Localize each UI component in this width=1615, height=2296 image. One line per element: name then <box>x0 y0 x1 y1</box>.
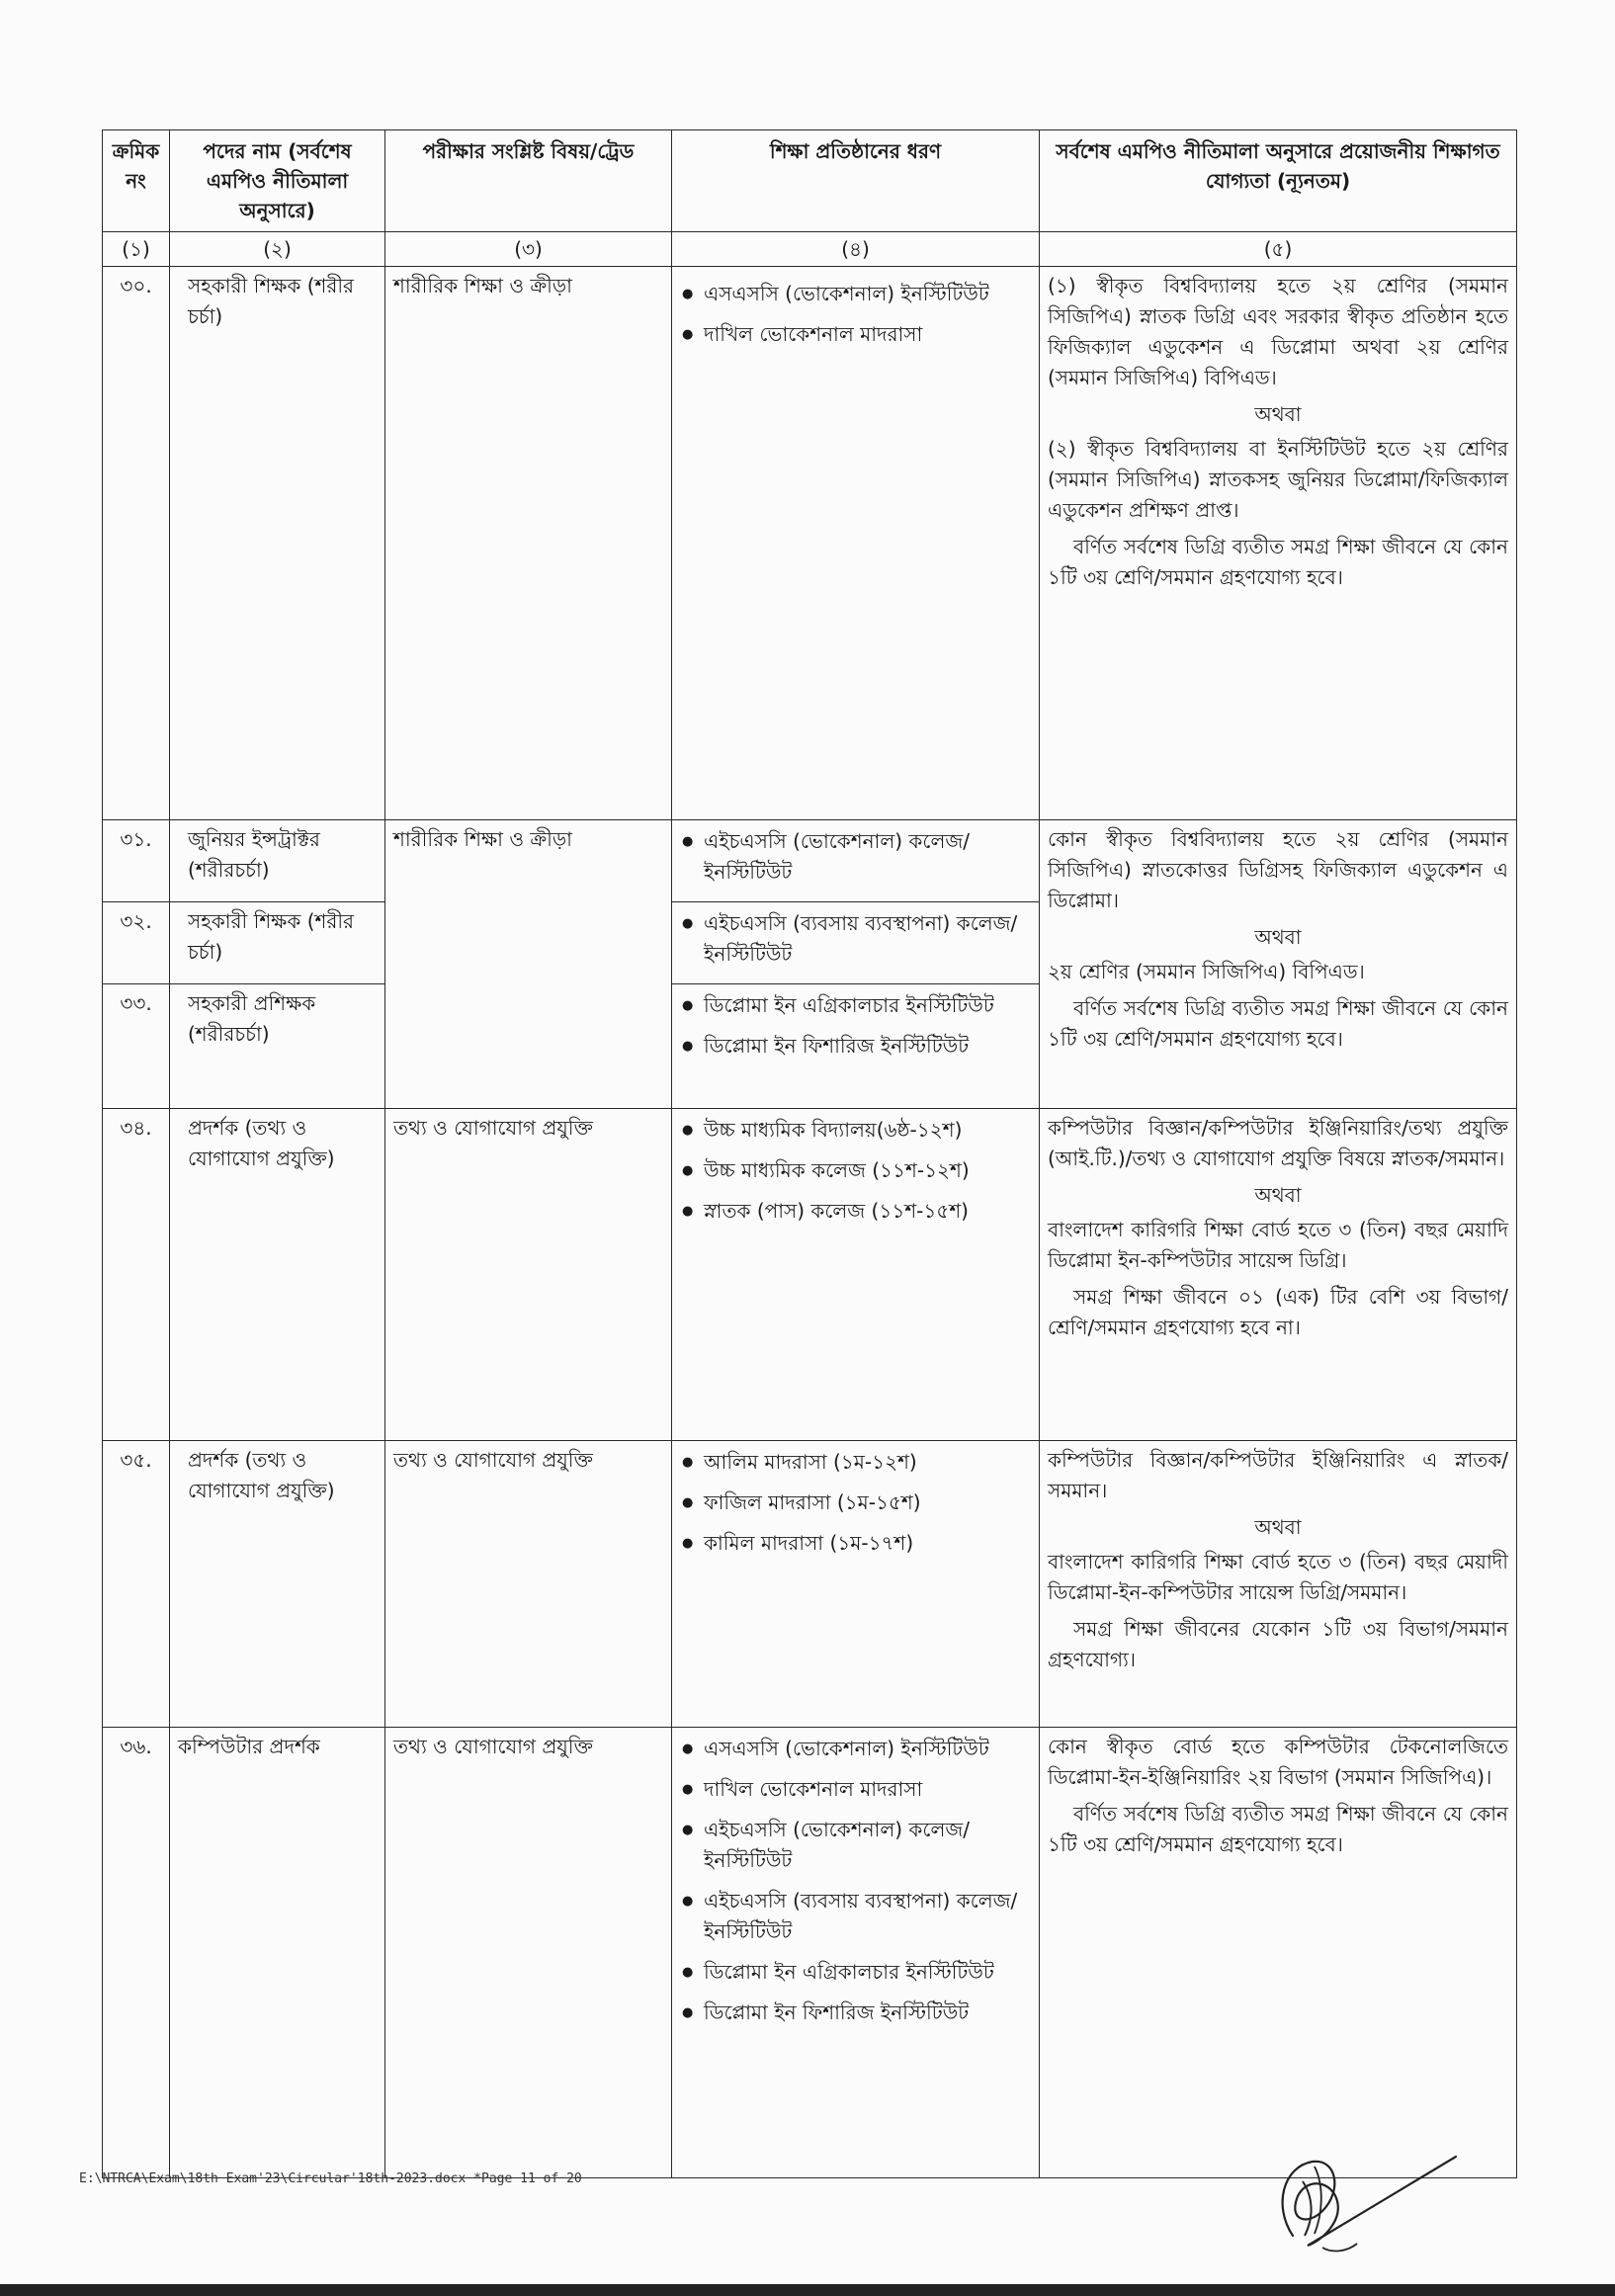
scan-edge <box>0 2284 1615 2296</box>
qualification-note: সমগ্র শিক্ষা জীবনের যেকোন ১টি ৩য় বিভাগ/সমমান গ্রহণযোগ্য। <box>1048 1617 1508 1671</box>
qualification-table <box>102 129 1517 2178</box>
post-name: জুনিয়র ইন্সট্রাক্টর (শরীরচর্চা) <box>170 820 385 902</box>
serial-number: ৩৩. <box>103 984 170 1109</box>
column-number: (২) <box>170 232 385 267</box>
list-item: ● আলিম মাদরাসা (১ম-১২শ) <box>704 1447 1031 1478</box>
qualification-option-2: বাংলাদেশ কারিগরি শিক্ষা বোর্ড হতে ৩ (তিন) বছর মেয়াদি ডিপ্লোমা ইন-কম্পিউটার সায়েন্স ডিগ্রি। <box>1048 1218 1508 1272</box>
qualification <box>1040 1728 1517 2178</box>
qualification <box>1040 820 1517 1109</box>
qualification <box>1040 1441 1517 1728</box>
or-separator: অথবা <box>1254 925 1302 949</box>
column-number-row <box>103 232 1517 267</box>
post-name: কম্পিউটার প্রদর্শক <box>170 1728 385 2178</box>
list-item: ● ডিপ্লোমা ইন ফিশারিজ ইনস্টিটিউট <box>704 1031 1031 1062</box>
qualification-note: সমগ্র শিক্ষা জীবনে ০১ (এক) টির বেশি ৩য় বিভাগ/শ্রেণি/সমমান গ্রহণযোগ্য হবে না। <box>1048 1285 1508 1339</box>
footer-file-path: E:\NTRCA\Exam\18th Exam'23\Circular'18th-2023.docx *Page 11 of 20 <box>79 2171 582 2186</box>
or-separator: অথবা <box>1254 402 1302 426</box>
qualification-option-1: কোন স্বীকৃত বোর্ড হতে কম্পিউটার টেকনোলজিতে ডিপ্লোমা-ইন-ইঞ্জিনিয়ারিং ২য় বিভাগ (সমমান সিজিপিএ)। <box>1048 1735 1508 1789</box>
header-post-name: পদের নাম (সর্বশেষ এমপিও নীতিমালা অনুসারে) <box>170 130 385 232</box>
institution-types <box>672 902 1040 984</box>
subject-trade: শারীরিক শিক্ষা ও ক্রীড়া <box>385 267 672 820</box>
list-item: ● এইচএসসি (ভোকেশনাল) কলেজ/ইনস্টিটিউট <box>704 826 1031 888</box>
list-item: ● দাখিল ভোকেশনাল মাদরাসা <box>704 1774 1031 1805</box>
signature <box>1253 2137 1461 2265</box>
or-separator: অথবা <box>1254 1515 1302 1539</box>
qualification-option-1: (১) স্বীকৃত বিশ্ববিদ্যালয় হতে ২য় শ্রেণির (সমমান সিজিপিএ) স্নাতক ডিগ্রি এবং সরকার স্বীকৃত প্রতিষ্ঠান হতে ফিজিক্যাল এডুকেশন এ ডিপ্লোমা অথবা ২য় শ্রেণির (সমমান সিজিপিএ) বিপিএড। <box>1048 274 1508 389</box>
header-row <box>103 130 1517 232</box>
subject-trade: তথ্য ও যোগাযোগ প্রযুক্তি <box>385 1109 672 1441</box>
post-name: সহকারী শিক্ষক (শরীর চর্চা) <box>170 267 385 820</box>
institution-types <box>672 820 1040 902</box>
or-separator: অথবা <box>1254 1183 1302 1207</box>
qualification-note: বর্ণিত সর্বশেষ ডিগ্রি ব্যতীত সমগ্র শিক্ষা জীবনে যে কোন ১টি ৩য় শ্রেণি/সমমান গ্রহণযোগ্য হবে। <box>1048 996 1508 1051</box>
qualification-note: বর্ণিত সর্বশেষ ডিগ্রি ব্যতীত সমগ্র শিক্ষা জীবনে যে কোন ১টি ৩য় শ্রেণি/সমমান গ্রহণযোগ্য হবে। <box>1048 535 1508 589</box>
qualification-option-1: কোন স্বীকৃত বিশ্ববিদ্যালয় হতে ২য় শ্রেণির (সমমান সিজিপিএ) স্নাতকোত্তর ডিগ্রিসহ ফিজিক্যাল এডুকেশন এ ডিপ্লোমা। <box>1048 827 1508 912</box>
list-item: ● দাখিল ভোকেশনাল মাদরাসা <box>704 319 1031 350</box>
header-institution-type: শিক্ষা প্রতিষ্ঠানের ধরণ <box>672 130 1040 232</box>
qualification <box>1040 267 1517 820</box>
serial-number: ৩০. <box>103 267 170 820</box>
qualification <box>1040 1109 1517 1441</box>
list-item: ● এইচএসসি (ব্যবসায় ব্যবস্থাপনা) কলেজ/ইনস্টিটিউট <box>704 1886 1031 1947</box>
subject-trade: তথ্য ও যোগাযোগ প্রযুক্তি <box>385 1441 672 1728</box>
list-item: ● ডিপ্লোমা ইন এগ্রিকালচার ইনস্টিটিউট <box>704 1957 1031 1988</box>
list-item: ● উচ্চ মাধ্যমিক কলেজ (১১শ-১২শ) <box>704 1155 1031 1186</box>
institution-types <box>672 1728 1040 2178</box>
subject-trade: তথ্য ও যোগাযোগ প্রযুক্তি <box>385 1728 672 2178</box>
institution-types <box>672 267 1040 820</box>
list-item: ● স্নাতক (পাস) কলেজ (১১শ-১৫শ) <box>704 1196 1031 1227</box>
table-row <box>103 1441 1517 1728</box>
list-item: ● এসএসসি (ভোকেশনাল) ইনস্টিটিউট <box>704 1734 1031 1764</box>
header-serial: ক্রমিক নং <box>103 130 170 232</box>
serial-number: ৩৬. <box>103 1728 170 2178</box>
list-item: ● এসএসসি (ভোকেশনাল) ইনস্টিটিউট <box>704 279 1031 309</box>
column-number: (৩) <box>385 232 672 267</box>
serial-number: ৩১. <box>103 820 170 902</box>
institution-types <box>672 984 1040 1109</box>
institution-types <box>672 1109 1040 1441</box>
column-number: (৫) <box>1040 232 1517 267</box>
post-name: প্রদর্শক (তথ্য ও যোগাযোগ প্রযুক্তি) <box>170 1441 385 1728</box>
column-number: (১) <box>103 232 170 267</box>
serial-number: ৩৫. <box>103 1441 170 1728</box>
column-number: (৪) <box>672 232 1040 267</box>
qualification-note: বর্ণিত সর্বশেষ ডিগ্রি ব্যতীত সমগ্র শিক্ষা জীবনে যে কোন ১টি ৩য় শ্রেণি/সমমান গ্রহণযোগ্য হবে। <box>1048 1802 1508 1856</box>
list-item: ● ডিপ্লোমা ইন এগ্রিকালচার ইনস্টিটিউট <box>704 990 1031 1021</box>
serial-number: ৩২. <box>103 902 170 984</box>
header-qualification: সর্বশেষ এমপিও নীতিমালা অনুসারে প্রয়োজনীয় শিক্ষাগত যোগ্যতা (ন্যূনতম) <box>1040 130 1517 232</box>
qualification-option-2: বাংলাদেশ কারিগরি শিক্ষা বোর্ড হতে ৩ (তিন) বছর মেয়াদী ডিপ্লোমা-ইন-কম্পিউটার সায়েন্স ডিগ্রি/সমমান। <box>1048 1550 1508 1604</box>
qualification-option-2: (২) স্বীকৃত বিশ্ববিদ্যালয় বা ইনস্টিটিউট হতে ২য় শ্রেণির (সমমান সিজিপিএ) স্নাতকসহ জুনিয়র ডিপ্লোমা/ফিজিক্যাল এডুকেশন প্রশিক্ষণ প্রাপ্ত। <box>1048 437 1508 522</box>
table-row <box>103 1109 1517 1441</box>
list-item: ● ডিপ্লোমা ইন ফিশারিজ ইনস্টিটিউট <box>704 1998 1031 2028</box>
list-item: ● কামিল মাদরাসা (১ম-১৭শ) <box>704 1528 1031 1559</box>
post-name: সহকারী প্রশিক্ষক (শরীরচর্চা) <box>170 984 385 1109</box>
list-item: ● উচ্চ মাধ্যমিক বিদ্যালয়(৬ষ্ঠ-১২শ) <box>704 1115 1031 1146</box>
institution-types <box>672 1441 1040 1728</box>
qualification-option-1: কম্পিউটার বিজ্ঞান/কম্পিউটার ইঞ্জিনিয়ারিং/তথ্য প্রযুক্তি (আই.টি.)/তথ্য ও যোগাযোগ প্রযুক্তি বিষয়ে স্নাতক/সমমান। <box>1048 1116 1508 1170</box>
list-item: ● এইচএসসি (ভোকেশনাল) কলেজ/ইনস্টিটিউট <box>704 1815 1031 1876</box>
serial-number: ৩৪. <box>103 1109 170 1441</box>
post-name: প্রদর্শক (তথ্য ও যোগাযোগ প্রযুক্তি) <box>170 1109 385 1441</box>
header-subject: পরীক্ষার সংশ্লিষ্ট বিষয়/ট্রেড <box>385 130 672 232</box>
qualification-option-2: ২য় শ্রেণির (সমমান সিজিপিএ) বিপিএড। <box>1048 960 1365 983</box>
subject-trade: শারীরিক শিক্ষা ও ক্রীড়া <box>385 820 672 1109</box>
list-item: ● ফাজিল মাদরাসা (১ম-১৫শ) <box>704 1488 1031 1518</box>
post-name: সহকারী শিক্ষক (শরীর চর্চা) <box>170 902 385 984</box>
list-item: ● এইচএসসি (ব্যবসায় ব্যবস্থাপনা) কলেজ/ইনস্টিটিউট <box>704 908 1031 970</box>
table-row <box>103 820 1517 902</box>
qualification-option-1: কম্পিউটার বিজ্ঞান/কম্পিউটার ইঞ্জিনিয়ারিং এ স্নাতক/সমমান। <box>1048 1448 1508 1502</box>
table-row <box>103 1728 1517 2178</box>
table-row <box>103 267 1517 820</box>
